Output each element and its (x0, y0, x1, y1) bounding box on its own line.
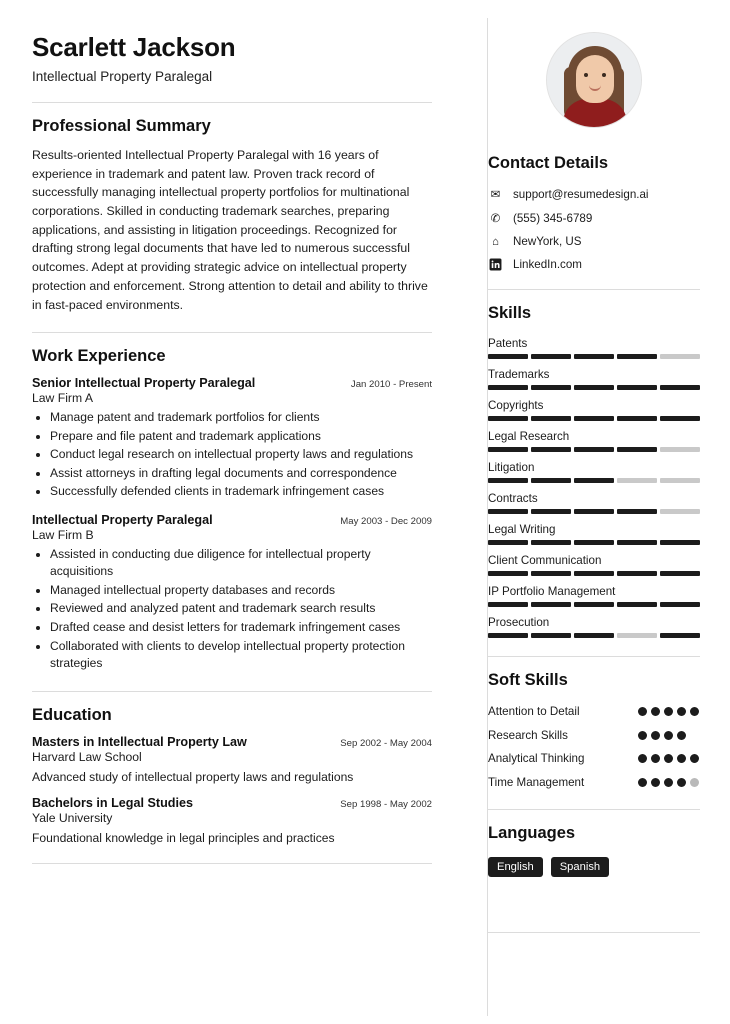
skill-item (488, 585, 700, 607)
divider (488, 932, 700, 933)
experience-org: Law Firm A (32, 391, 93, 406)
skill-label: Patents (488, 337, 528, 350)
education-description: Foundational knowledge in legal principles and practices (32, 830, 335, 845)
skill-level-bar (488, 602, 700, 607)
skill-item (488, 461, 700, 483)
experience-item (32, 513, 432, 673)
education-school: Harvard Law School (32, 749, 142, 764)
experience-title: Senior Intellectual Property Paralegal (32, 376, 256, 391)
experience-item-header (32, 376, 432, 390)
skill-level-bar (488, 571, 700, 576)
soft-skill-label: Analytical Thinking (488, 752, 585, 766)
soft-skill-item (488, 728, 700, 744)
skill-level-bar (488, 478, 700, 483)
skill-label: Prosecution (488, 616, 550, 629)
soft-skill-label: Research Skills (488, 728, 568, 742)
skill-level-bar (488, 416, 700, 421)
education-item (32, 796, 432, 845)
left-column (0, 18, 460, 1024)
skill-level-bar (488, 540, 700, 545)
experience-bullets (32, 409, 432, 501)
contact-item-phone (488, 211, 700, 225)
experience-org: Law Firm B (32, 527, 94, 542)
contact-location-value: NewYork, US (513, 235, 582, 248)
divider (488, 656, 700, 657)
soft-skill-dots (638, 704, 700, 716)
languages-heading: Languages (488, 823, 576, 842)
divider (32, 691, 432, 692)
column-divider (487, 18, 488, 1016)
skill-item (488, 430, 700, 452)
list-item: • Assist attorneys in drafting legal documents and correspondence (50, 465, 432, 483)
skill-label: Contracts (488, 492, 538, 505)
education-date: Sep 2002 - May 2004 (340, 737, 432, 749)
skill-item (488, 523, 700, 545)
soft-skills-heading: Soft Skills (488, 671, 568, 689)
soft-skill-dots (638, 751, 700, 763)
education-date: Sep 1998 - May 2002 (340, 798, 432, 810)
summary-heading: Professional Summary (32, 117, 211, 135)
soft-skill-label: Attention to Detail (488, 705, 580, 718)
contact-item-location (488, 235, 700, 248)
list-item: • Successfully defended clients in trademark infringement cases (50, 483, 432, 501)
skill-level-bar (488, 385, 700, 390)
education-school: Yale University (32, 810, 113, 825)
list-item: • Reviewed and analyzed patent and trademark search results (50, 600, 432, 618)
education-item-header (32, 796, 432, 810)
list-item: • Collaborated with clients to develop intellectual property protection strategies (50, 638, 432, 673)
experience-heading: Work Experience (32, 347, 166, 366)
divider (488, 809, 700, 810)
skill-label: Trademarks (488, 368, 550, 381)
contact-phone-value[interactable]: (555) 345-6789 (513, 211, 593, 225)
phone-icon: ✆ (490, 212, 501, 225)
skill-level-bar (488, 447, 700, 452)
experience-date: Jan 2010 - Present (350, 379, 432, 391)
experience-date: May 2003 - Dec 2009 (340, 515, 432, 527)
avatar-container (488, 32, 700, 128)
soft-skill-dots (638, 728, 700, 740)
skill-label: Copyrights (488, 399, 544, 412)
contact-linkedin-value[interactable]: LinkedIn.com (513, 258, 582, 271)
list-item: • Conduct legal research on intellectual property laws and regulations (50, 446, 432, 464)
envelope-icon: ✉ (490, 188, 501, 201)
skill-label: IP Portfolio Management (488, 585, 616, 598)
divider (32, 863, 432, 864)
divider (32, 332, 432, 333)
soft-skill-item (488, 704, 700, 720)
list-item: • Manage patent and trademark portfolios for clients (50, 409, 432, 427)
skill-label: Legal Research (488, 430, 570, 443)
experience-bullets (32, 546, 432, 673)
contact-item-email (488, 187, 700, 201)
education-item-header (32, 735, 432, 749)
skill-label: Legal Writing (488, 523, 556, 536)
list-item: • Prepare and file patent and trademark applications (50, 428, 432, 446)
contact-heading: Contact Details (488, 154, 609, 172)
skill-item (488, 616, 700, 638)
education-description: Advanced study of intellectual property laws and regulations (32, 769, 354, 784)
job-subtitle: Intellectual Property Paralegal (32, 69, 213, 84)
language-badge: Spanish (551, 857, 609, 877)
skill-item (488, 368, 700, 390)
experience-title: Intellectual Property Paralegal (32, 512, 213, 527)
soft-skill-dots (638, 775, 700, 787)
home-icon: ⌂ (491, 235, 499, 248)
experience-item (32, 376, 432, 501)
list-item: • Assisted in conducting due diligence for intellectual property acquisitions (50, 546, 432, 581)
soft-skill-item (488, 751, 700, 767)
linkedin-icon (488, 258, 503, 271)
education-degree: Bachelors in Legal Studies (32, 795, 193, 810)
languages-list (488, 857, 700, 877)
list-item: • Drafted cease and desist letters for trademark infringement cases (50, 619, 432, 637)
avatar (546, 32, 642, 128)
soft-skill-item (488, 775, 700, 791)
skill-label: Client Communication (488, 554, 602, 567)
skill-item (488, 492, 700, 514)
summary-text: Results-oriented Intellectual Property Paralegal with 16 years of experience in trademark and patent law. Proven track record of successfully managing intellectual property portfolios for multinational corporations. Skilled in conducting trademark searches, preparing applications, and assisting in litigation proceedings. Recognized for drafting strong legal documents that have led to numerous successful outcomes. Adept at providing strategic advice on intellectual property protection and enforcement. Strong attention to detail and ability to thrive in fast-paced environments. (32, 148, 428, 312)
soft-skill-label: Time Management (488, 775, 585, 789)
experience-item-header (32, 513, 432, 527)
page-title: Scarlett Jackson (32, 32, 236, 62)
language-badge: English (488, 857, 543, 877)
skill-level-bar (488, 633, 700, 638)
list-item: • Managed intellectual property databases and records (50, 582, 432, 600)
education-heading: Education (32, 705, 112, 724)
divider (32, 102, 432, 103)
education-degree: Masters in Intellectual Property Law (32, 734, 247, 749)
divider (488, 289, 700, 290)
skill-level-bar (488, 509, 700, 514)
skill-level-bar (488, 354, 700, 359)
education-item (32, 735, 432, 784)
right-column (460, 18, 730, 1024)
skill-item (488, 554, 700, 576)
skill-item (488, 337, 700, 359)
skill-item (488, 399, 700, 421)
skills-heading: Skills (488, 304, 532, 322)
skill-label: Litigation (488, 461, 535, 474)
contact-email-value[interactable]: support@resumedesign.ai (513, 187, 649, 201)
contact-item-linkedin (488, 258, 700, 271)
